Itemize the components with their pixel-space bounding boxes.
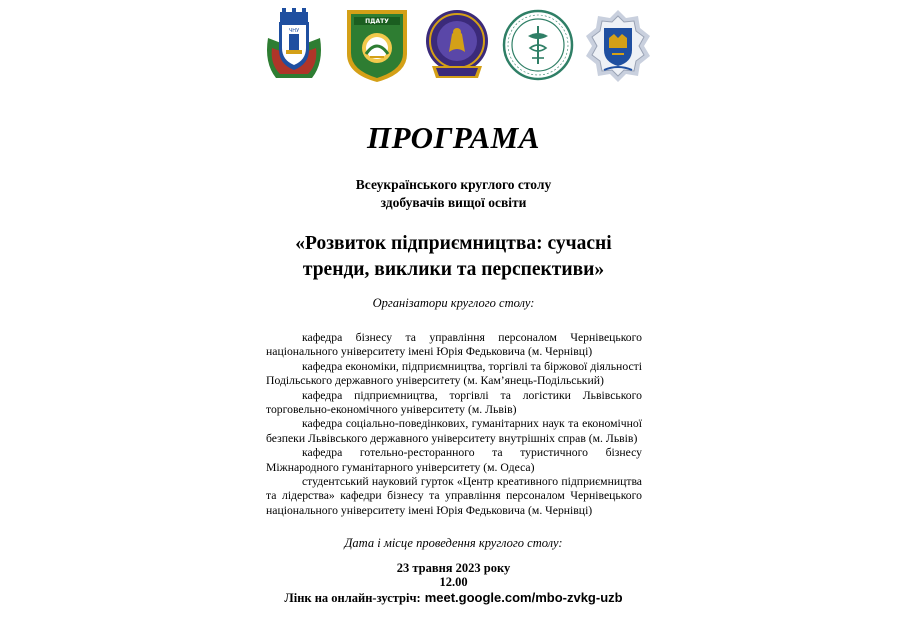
event-title [0, 231, 907, 283]
organizer-item: кафедра готельно-ресторанного та туристичного бізнесу Міжнародного гуманітарного університету (м. Одеса) [266, 446, 642, 474]
lviv-trade-university-emblem-icon [424, 8, 490, 84]
event-title-line-2: тренди, виклики та перспективи» [302, 259, 605, 280]
podilsky-logo-text: ПДАТУ [365, 18, 389, 25]
lviv-internal-affairs-university-emblem-icon [584, 8, 652, 84]
meeting-link-url[interactable]: meet.google.com/mbo-zvkg-uzb [424, 590, 623, 605]
subtitle-line-1: Всеукраїнського круглого столу [355, 177, 552, 192]
organizer-item: кафедра бізнесу та управління персоналом Чернівецького національного університету імені Юрія Федьковича (м. Чернівці) [266, 331, 642, 359]
subtitle-line-2: здобувачів вищої освіти [380, 195, 527, 210]
event-time: 12.00 [439, 575, 468, 589]
organizer-item: кафедра економіки, підприємництва, торгівлі та біржової діяльності Подільського державного університету (м. Кам’янець-Подільський) [266, 359, 642, 388]
organizer-item: кафедра підприємництва, торгівлі та логістики Львівського торговельно-економічного університету (м. Львів) [266, 388, 642, 417]
organizer-item: студентський науковий гурток «Центр креативного підприємництва та лідерства» кафедри бізнесу та управління персоналом Чернівецького національного університету імені Юрія Федьковича (м. Чернівці) [266, 475, 642, 517]
document-title: ПРОГРАМА [367, 120, 540, 155]
organizers-list [266, 331, 642, 518]
event-date: 23 травня 2023 року [396, 561, 511, 575]
organizers-heading: Організатори круглого столу: [372, 296, 535, 310]
logos-row [262, 8, 652, 84]
event-type-subtitle [0, 176, 907, 212]
chnu-logo-text: ЧНУ [288, 28, 300, 34]
date-heading: Дата і місце проведення круглого столу: [344, 536, 563, 550]
podilsky-university-shield-icon [344, 8, 410, 84]
organizer-item: кафедра соціально-поведінкових, гуманітарних наук та економічної безпеки Львівського державного університету внутрішніх справ (м. Львів) [266, 417, 642, 445]
meeting-link-line [0, 589, 907, 607]
chnu-coat-of-arms-icon [262, 8, 326, 84]
meeting-link-label: Лінк на онлайн-зустріч: [284, 591, 421, 605]
event-title-line-1: «Розвиток підприємництва: сучасні [295, 233, 612, 254]
mgu-odesa-round-seal-icon [502, 8, 574, 84]
